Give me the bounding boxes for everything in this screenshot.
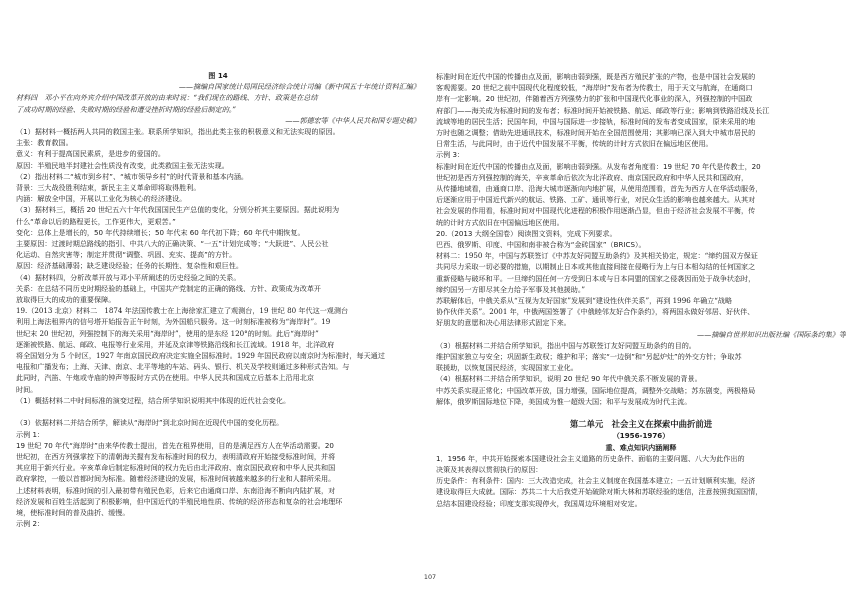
left-column-line: ——郭德宏等《中华人民共和国专题史稿》 — [285, 115, 420, 125]
right-column-line: 社会发展的作用看，标准时间对中国现代化进程的积极作用逐渐凸显，但由于经济社会发展不平衡，传 — [436, 206, 756, 216]
right-column-line: 维护国家独立与安全；巩固新生政权；维护和平；落实“一边倒”和“另起炉灶”的外交方针；争取苏 — [436, 352, 742, 362]
left-column-line: 意义：有利于提高国民素质，是进步的爱国的。 — [16, 149, 165, 159]
right-column — [436, 71, 846, 509]
right-column-line: 标准时间在近代中国的传播由点及面，影响由弱到强。从发布者角度看：19 世纪 70 年代是传教士，20 — [436, 161, 761, 171]
left-column-line: 放取得巨大的成功的重要保障。 — [16, 295, 116, 305]
right-column-line: 流域等地的居民生活；民国年间，中国与国际进一步接轨，标准时间的发布者变成国家，原来采用的地 — [436, 116, 756, 126]
right-column-line: 示例 3： — [436, 150, 465, 160]
left-column-line: 利用上海法租界内的信号塔开始报告正午时刻，为外国船只服务。这一时刻标准被称为“海岸时”。19 — [16, 317, 331, 327]
left-column-line: 时间。 — [16, 384, 38, 394]
left-column-line: 示例 2： — [16, 519, 45, 529]
left-column-line: （2）指出材料二“城市到乡村”、“城市领导乡村”的时代背景和基本内涵。 — [16, 171, 249, 181]
left-column-line: 示例 1： — [16, 429, 45, 439]
right-column-line: 方时也随之调整；借助先进通讯技术，标准时间开始在全国范围使用；其影响已深入到大中城市居民的 — [436, 128, 756, 138]
left-column-line: 境，使标准时间的普及曲折、缓慢。 — [16, 507, 130, 517]
left-column-line: 将全国划分为 5 个时区，1927 年南京国民政府决定实施全国标准时。1929 年国民政府以南京时为标准时，每天通过 — [16, 351, 385, 361]
right-column-line: （4）根据材料二并结合所学知识，说明 20 世纪 90 年代中俄关系不断发展的背景。 — [436, 374, 702, 384]
right-column-line: 材料二：1950 年，中国与苏联签订《中苏友好同盟互助条约》及其相关协定，规定：“缔约国双方保证 — [436, 251, 758, 261]
left-column-line: 原因：经济基础薄弱；缺乏建设经验；任务的长期性、复杂性和艰巨性。 — [16, 261, 243, 271]
right-column-line: 好朋友的意愿和决心用法律形式固定下来。 — [436, 318, 571, 328]
right-column-line: 日常生活，与此同时，由于近代中国发展不平衡，传统的计时方式依旧在偏远地区使用。 — [436, 139, 713, 149]
left-column-line: 此同时，汽笛、午炮或寺庙的钟声等报时方式仍在使用。中华人民共和国成立后基本上沿用北京 — [16, 373, 314, 383]
right-column-line: 岸有一定影响。20 世纪初，伴随着西方列强势力的扩张和中国现代化事业的深入，列强控制的中国政 — [436, 94, 753, 104]
left-column-line: 变化：总体上是增长的，50 年代持续增长；50 年代末 60 年代初下降；60 年代中期恢复。 — [16, 227, 305, 237]
right-column-line: 共同尽力采取一切必要的措施，以期制止日本或其他直接间接在侵略行为上与日本相勾结的任何国家之 — [436, 262, 756, 272]
left-column-line: 世纪末 20 世纪初，列强控制下的海关采用“海岸时”，使用的是东经 120°的时刻。此后“海岸时” — [16, 328, 319, 338]
left-column-line: 材料四 邓小平在向外宾介绍中国改革开放的由来时说：“我们现在的路线、方针、政策是在总结 — [16, 93, 318, 103]
left-column-line: （4）据材料四，分析改革开放与邓小平所阐述的历史经验之间的关系。 — [16, 272, 241, 282]
right-column-line: 第二单元 社会主义在探索中曲折前进 — [569, 419, 713, 430]
left-column-line: 19.（2013 北京）材料二 1874 年法国传教士在上海徐家汇建立了观测台，19 世纪 80 年代这一观测台 — [16, 306, 349, 316]
left-column — [16, 70, 420, 529]
right-column-line: 巴西、俄罗斯、印度、中国和南非被合称为“金砖国家”（BRICS）。 — [436, 240, 646, 250]
right-column-line: （3）根据材料二并结合所学知识，指出中国与苏联签订友好同盟互助条约的目的。 — [436, 340, 696, 350]
left-column-line: ——摘编自国家统计局国民经济综合统计司编《新中国五十年统计资料汇编》 — [178, 82, 420, 92]
left-column-line: 主张：教育救国。 — [16, 138, 73, 148]
left-column-line: 政府掌控，一般以首都时间为标准。随着经济建设的发展，标准时间被越来越多的行业和人群所采用。 — [16, 474, 336, 484]
right-column-line: 20.（2013 大纲全国卷）阅读图文资料，完成下列要求。 — [436, 228, 617, 238]
right-column-line: （1956-1976） — [612, 431, 670, 441]
right-column-line: ——摘编自世界知识出版社编《国际条约集》等 — [697, 329, 846, 339]
left-column-line: 经济发展和百姓生活起到了积极影响，但中国近代的半殖民地性质、传统的经济形态和复杂的社会地理环 — [16, 496, 343, 506]
right-column-line: 苏联解体后，中俄关系从“互视为友好国家”发展到“建设性伙伴关系”，再到 1996 年确立“战略 — [436, 296, 733, 306]
right-column-line: 后逐渐应用于中国近代新兴的航运、铁路、工矿、通讯等行业，对民众生活的影响也越来越大。从其对 — [436, 195, 756, 205]
right-column-line: 标准时间在近代中国的传播由点及面，影响由弱到强，既是西方殖民扩张的产物，也是中国社会发展的 — [436, 72, 756, 81]
right-column-line: 协作伙伴关系”。2001 年，中俄两国签署了《中俄睦邻友好合作条约》，将两国永做好邻居、好伙伴、 — [436, 307, 755, 317]
left-column-line — [16, 406, 420, 417]
right-column-line: 重新侵略与破坏和平。一旦缔约国任何一方受到日本或与日本同盟的国家之侵袭因而处于战争状态时， — [436, 273, 756, 283]
right-column-line: 解体，俄罗斯国际地位下降，美国成为惟一超级大国；和平与发展成为时代主流。 — [436, 396, 692, 406]
right-column-line: 客观需要。20 世纪之前中国现代化程度较低，“海岸时”发布者为传教士，用于天文与航海，在通商口 — [436, 83, 753, 93]
left-column-line: （3）依据材料二并结合所学，解读从“海岸时”到北京时间在近现代中国的变化历程。 — [16, 418, 284, 428]
left-column-line: 图 14 — [208, 71, 228, 80]
left-column-line: 化运动、自然灾害等；制定并贯彻“调整、巩固、充实、提高”的方针。 — [16, 250, 237, 260]
right-column-line: 重、难点知识内涵阐释 — [605, 442, 677, 452]
right-column-line: 府部门——海关成为标准时间的发布者；标准时间开始被铁路、航运、邮政等行业；影响到铁路沿线及长江 — [436, 105, 770, 115]
right-column-line: 建设取得巨大成就。国际：苏共二十大后我党开始破除对斯大林和苏联经验的迷信，注意按照我国国情， — [436, 487, 763, 497]
right-column-line: 总结本国建设经验；印度支那实现停火，我国周边环境相对安定。 — [436, 498, 642, 508]
right-column-line: 缔约国另一方即尽其全力给予军事及其他援助。” — [436, 284, 586, 294]
left-column-line: 原因：半殖民地半封建社会性质没有改变，此类救国主张无法实现。 — [16, 160, 229, 170]
left-column-line: 什么“革命以后的路程更长，工作更伟大，更艰苦。” — [16, 216, 176, 226]
left-column-line: 内涵：解放全中国，开展以工业化为核心的经济建设。 — [16, 194, 187, 204]
left-column-line: 关系：在总结不同历史时期经验的基础上，中国共产党制定的正确的路线、方针、政策成为改革开 — [16, 283, 322, 293]
right-column-line: 从传播地域看，由通商口岸、沿海大城市逐渐向内地扩展，从使用范围看，首先为西方人在华活动服务， — [436, 184, 763, 194]
right-column-line: 联援助，以恢复国民经济，实现国家工业化。 — [436, 363, 578, 373]
right-column-line: 1．1956 年，中共开始探索本国建设社会主义道路的历史条件、面临的主要问题、八大为此作出的 — [436, 453, 745, 463]
left-column-line: （1）据材料一概括两人共同的救国主张。联系所学知识，指出此类主张的积极意义和无法实现的原因。 — [16, 127, 340, 137]
right-column-line: 中苏关系实现正常化；中国改革开放，国力增强，国际地位提高，调整外交战略；苏东剧变，两极格局 — [436, 385, 756, 395]
left-column-line: 了成功时期的经验、失败时期的经验和遭受挫折时期的经验后制定的。” — [16, 104, 236, 114]
right-column-line: 决策及其表得以贯彻执行的原因： — [436, 464, 543, 474]
left-column-line: 世纪初，在西方列强掌控下的清朝海关握有发布标准时间的权力，表明清政府开始接受标准时间，并将 — [16, 451, 336, 461]
right-column-line: 历史条件：有利条件：国内：三大改造完成，社会主义制度在我国基本建立；一五计划顺利实施，经济 — [436, 476, 756, 486]
left-column-line: 逐渐被铁路、航运、邮政、电报等行业采用，并延及京津等铁路沿线和长江流域。1918 年，北洋政府 — [16, 339, 335, 349]
left-column-line: 电报和广播发布；上海、天津、南京、北平等地的车站、码头、银行、机关及学校则通过多种形式告知。与 — [16, 362, 350, 372]
left-column-line: 19 世纪 70 年代“海岸时”由来华传教士提出，首先在租界使用，目的是满足西方人在华活动需要。20 — [16, 440, 334, 450]
left-column-line: （1）概括材料二中时间标准的演变过程，结合所学知识说明其中体现的近代社会变化。 — [16, 395, 291, 405]
right-column-line: 世纪初是西方列强控制的海关，辛亥革命后依次为北洋政府、南京国民政府和中华人民共和国政府， — [436, 172, 749, 182]
left-column-line: 背景：三大战役胜利结束，新民主主义革命即将取得胜利。 — [16, 183, 201, 193]
right-column-line — [436, 407, 846, 418]
left-column-line: 上述材料表明，标准时间的引入最初带有殖民色彩，后来它由通商口岸、东南沿海不断向内陆扩展，对 — [16, 485, 336, 495]
left-column-line: 主要原因：过渡时期总路线的指引、中共八大的正确决策、“一五”计划完成等；“大跃进”、人民公社 — [16, 239, 329, 249]
right-column-line: 统的计时方式依旧在中国偏远地区使用。 — [436, 217, 564, 227]
page-number: 107 — [423, 573, 437, 581]
left-column-line: 其应用于新兴行业。辛亥革命后制定标准时间的权力先后由北洋政府、南京国民政府和中华人民共和国 — [16, 463, 336, 473]
left-column-line: （3）据材料三，概括 20 世纪五六十年代我国国民生产总值的变化，分别分析其主要原因。据此说明为 — [16, 205, 340, 215]
